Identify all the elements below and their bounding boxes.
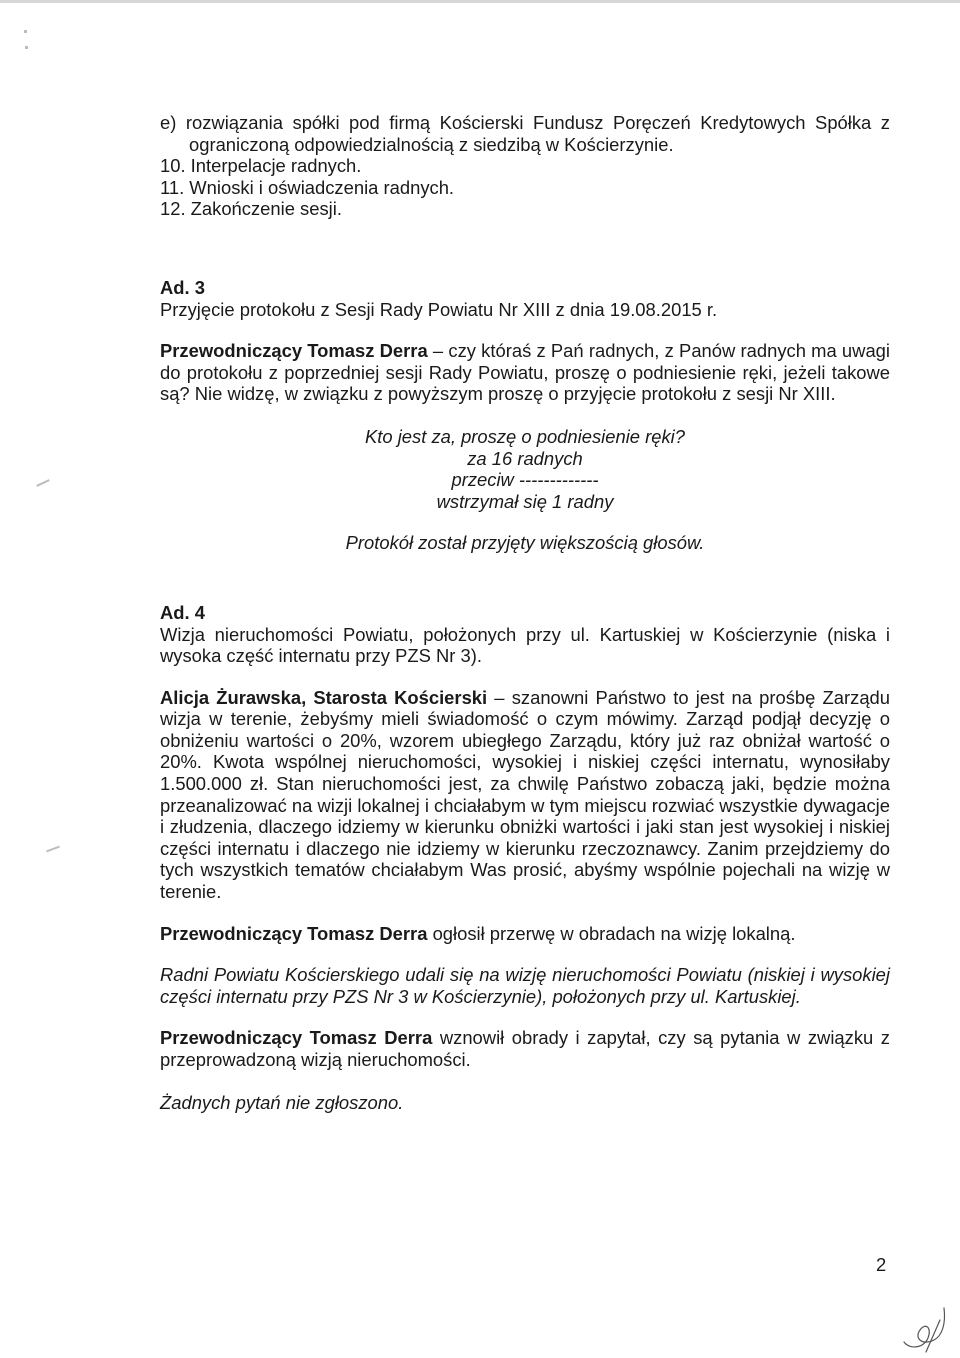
vote-for: za 16 radnych [467, 447, 583, 469]
speaker-name: Przewodniczący Tomasz Derra [160, 922, 428, 944]
ad4-heading: Ad. 4 [160, 601, 205, 623]
ad4-starosta-paragraph [160, 687, 890, 903]
ad3-heading: Ad. 3 [160, 276, 205, 298]
speech-text: wznowił obrady i zapytał, czy są pytania w związku z przeprowadzoną wizją nieruchomości. [160, 1027, 890, 1070]
page-number: 2 [876, 1254, 887, 1275]
document-body [160, 112, 890, 1113]
ad4-closing: Żadnych pytań nie zgłoszono. [160, 1091, 404, 1113]
agenda-item-11: 11. Wnioski i oświadczenia radnych. [160, 176, 455, 198]
speaker-name: Przewodniczący Tomasz Derra [160, 340, 428, 362]
speech-text: – szanowni Państwo to jest na prośbę Zarządu wizja w terenie, żebyśmy mieli świadomość o czym mówimy. Zarząd podjął decyzję o obniżeniu wartości o 20%, wzorem ubiegłego Zarządu, który już raz obniżał wartość o 20%. Kwota wspólnej nieruchomości, wysokiej i niskiej części internatu, wynosiłaby 1.500.000 zł. Stan nieruchomości jest, za chwilę Państwo zobaczą jaki, będzie można przeanalizować na wizji lokalnej i chciałabym w tym miejscu rozwiać wszystkie dywagacje i złudzenia, dlaczego idziemy w kierunku obniżki wartości i jaki stan jest wysokiej i niskiej części internatu i dlaczego nie idziemy w kierunku rzeczoznawcy. Zanim przejdziemy do tych wszystkich tematów chciałabym Was prosić, abyśmy wspólnie pojechali na wizję w terenie. [160, 686, 891, 903]
vote-against: przeciw ------------- [451, 469, 599, 491]
ad4-resume-paragraph [160, 1027, 890, 1070]
handwritten-initials [896, 1300, 952, 1354]
vote-question: Kto jest za, proszę o podniesienie ręki? [365, 425, 685, 447]
agenda-item-e: e) rozwiązania spółki pod firmą Kościerski Fundusz Poręczeń Kredytowych Spółka z ograniczoną odpowiedzialnością z siedzibą w Kościerzynie. [160, 112, 890, 155]
speaker-name: Alicja Żurawska, Starosta Kościerski [160, 686, 488, 708]
speaker-name: Przewodniczący Tomasz Derra [160, 1027, 433, 1049]
scan-top-edge [0, 0, 960, 3]
agenda-item-12: 12. Zakończenie sesji. [160, 198, 342, 220]
vote-result: Protokół został przyjęty większością głosów. [345, 532, 705, 554]
vote-abstain: wstrzymał się 1 radny [436, 490, 614, 512]
ad4-break-paragraph [160, 923, 890, 945]
speech-text: – czy któraś z Pań radnych, z Panów radnych ma uwagi do protokołu z poprzedniej sesji Rady Powiatu, proszę o podniesienie ręki, jeżeli takowe są? Nie widzę, w związku z powyższym proszę o przyjęcie protokołu z sesji Nr XIII. [160, 340, 890, 405]
ad4-visit-note: Radni Powiatu Kościerskiego udali się na wizję nieruchomości Powiatu (niskiej i wysokiej części internatu przy PZS Nr 3 w Kościerzynie), położonych przy ul. Kartuskiej. [160, 964, 890, 1007]
ad3-subject: Przyjęcie protokołu z Sesji Rady Powiatu Nr XIII z dnia 19.08.2015 r. [160, 298, 718, 320]
ad3-speech-paragraph [160, 340, 890, 405]
agenda-item-10: 10. Interpelacje radnych. [160, 155, 362, 177]
ad4-subject: Wizja nieruchomości Powiatu, położonych przy ul. Kartuskiej w Kościerzynie (niska i wysoka część internatu przy PZS Nr 3). [160, 623, 890, 667]
speech-text: ogłosił przerwę w obradach na wizję lokalną. [427, 922, 796, 944]
